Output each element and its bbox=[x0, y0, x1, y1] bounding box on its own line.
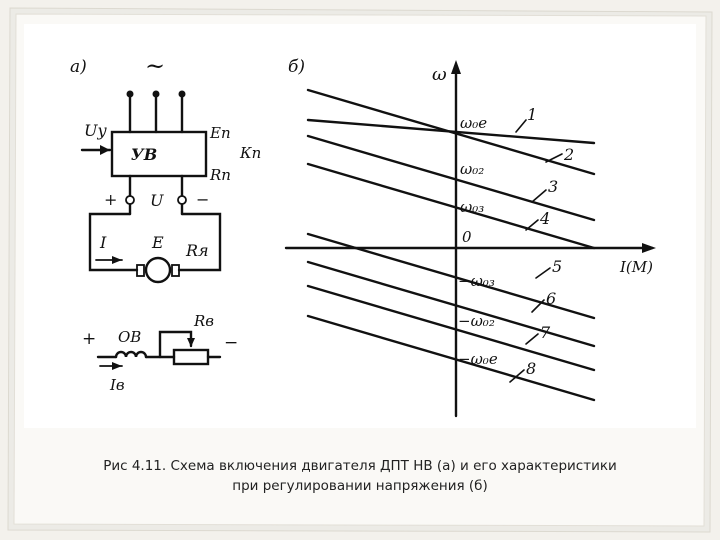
curve-label-8: 8 bbox=[526, 359, 537, 378]
curve-label-2: 2 bbox=[564, 145, 575, 164]
motor-symbol bbox=[146, 258, 170, 282]
field-winding-label: ОВ bbox=[118, 328, 142, 346]
speed-label-w03: ω₀₃ bbox=[460, 198, 485, 216]
ac-supply-symbol: ~ bbox=[145, 52, 166, 80]
curve-2 bbox=[308, 90, 594, 174]
plus-terminal: + bbox=[104, 190, 118, 209]
emf-label: E bbox=[152, 233, 164, 252]
curve-label-5: 5 bbox=[552, 257, 563, 276]
speed-label-w02: ω₀₂ bbox=[460, 160, 485, 178]
current-label: I bbox=[100, 233, 107, 252]
speed-label-w0e: ω₀е bbox=[460, 114, 488, 132]
speed-label-neg-w0e: −ω₀е bbox=[458, 350, 498, 368]
field-current-label: Iв bbox=[110, 376, 125, 394]
y-axis-label: ω bbox=[432, 64, 447, 85]
param-label-kn: Кп bbox=[240, 144, 262, 162]
converter-block bbox=[112, 132, 206, 176]
field-winding bbox=[116, 352, 146, 357]
input-voltage-label: Uу bbox=[84, 121, 107, 140]
armature-resistance-label: Rя bbox=[186, 241, 209, 260]
curve-label-3: 3 bbox=[548, 177, 559, 196]
speed-label-neg-w03: −ω₀₃ bbox=[458, 272, 495, 290]
field-resistor bbox=[174, 350, 208, 364]
minus-terminal: − bbox=[196, 190, 210, 209]
speed-label-neg-w02: −ω₀₂ bbox=[458, 312, 495, 330]
curve-label-6: 6 bbox=[546, 289, 557, 308]
figure-caption bbox=[40, 456, 680, 496]
field-minus: − bbox=[224, 333, 239, 353]
curve-label-1: 1 bbox=[527, 105, 538, 124]
figure-sheet bbox=[24, 24, 696, 428]
converter-label: УВ bbox=[130, 145, 158, 164]
caption-line-2: при регулировании напряжения (б) bbox=[232, 478, 488, 494]
voltage-label: U bbox=[150, 191, 164, 210]
panel-b-label: б) bbox=[288, 57, 306, 77]
x-axis-label: I(M) bbox=[620, 258, 653, 276]
param-label-rn: Rп bbox=[210, 166, 231, 184]
curve-label-4: 4 bbox=[540, 209, 551, 228]
caption-line-1: Рис 4.11. Схема включения двигателя ДПТ НВ (а) и его характеристики bbox=[103, 458, 617, 474]
field-resistor-label: Rв bbox=[194, 312, 215, 330]
curve-label-7: 7 bbox=[540, 323, 551, 342]
origin-label: 0 bbox=[462, 228, 472, 246]
figure-drawing bbox=[24, 24, 696, 428]
panel-a-label: а) bbox=[70, 57, 87, 77]
field-plus: + bbox=[82, 329, 97, 349]
param-label-en: Еп bbox=[210, 124, 231, 142]
